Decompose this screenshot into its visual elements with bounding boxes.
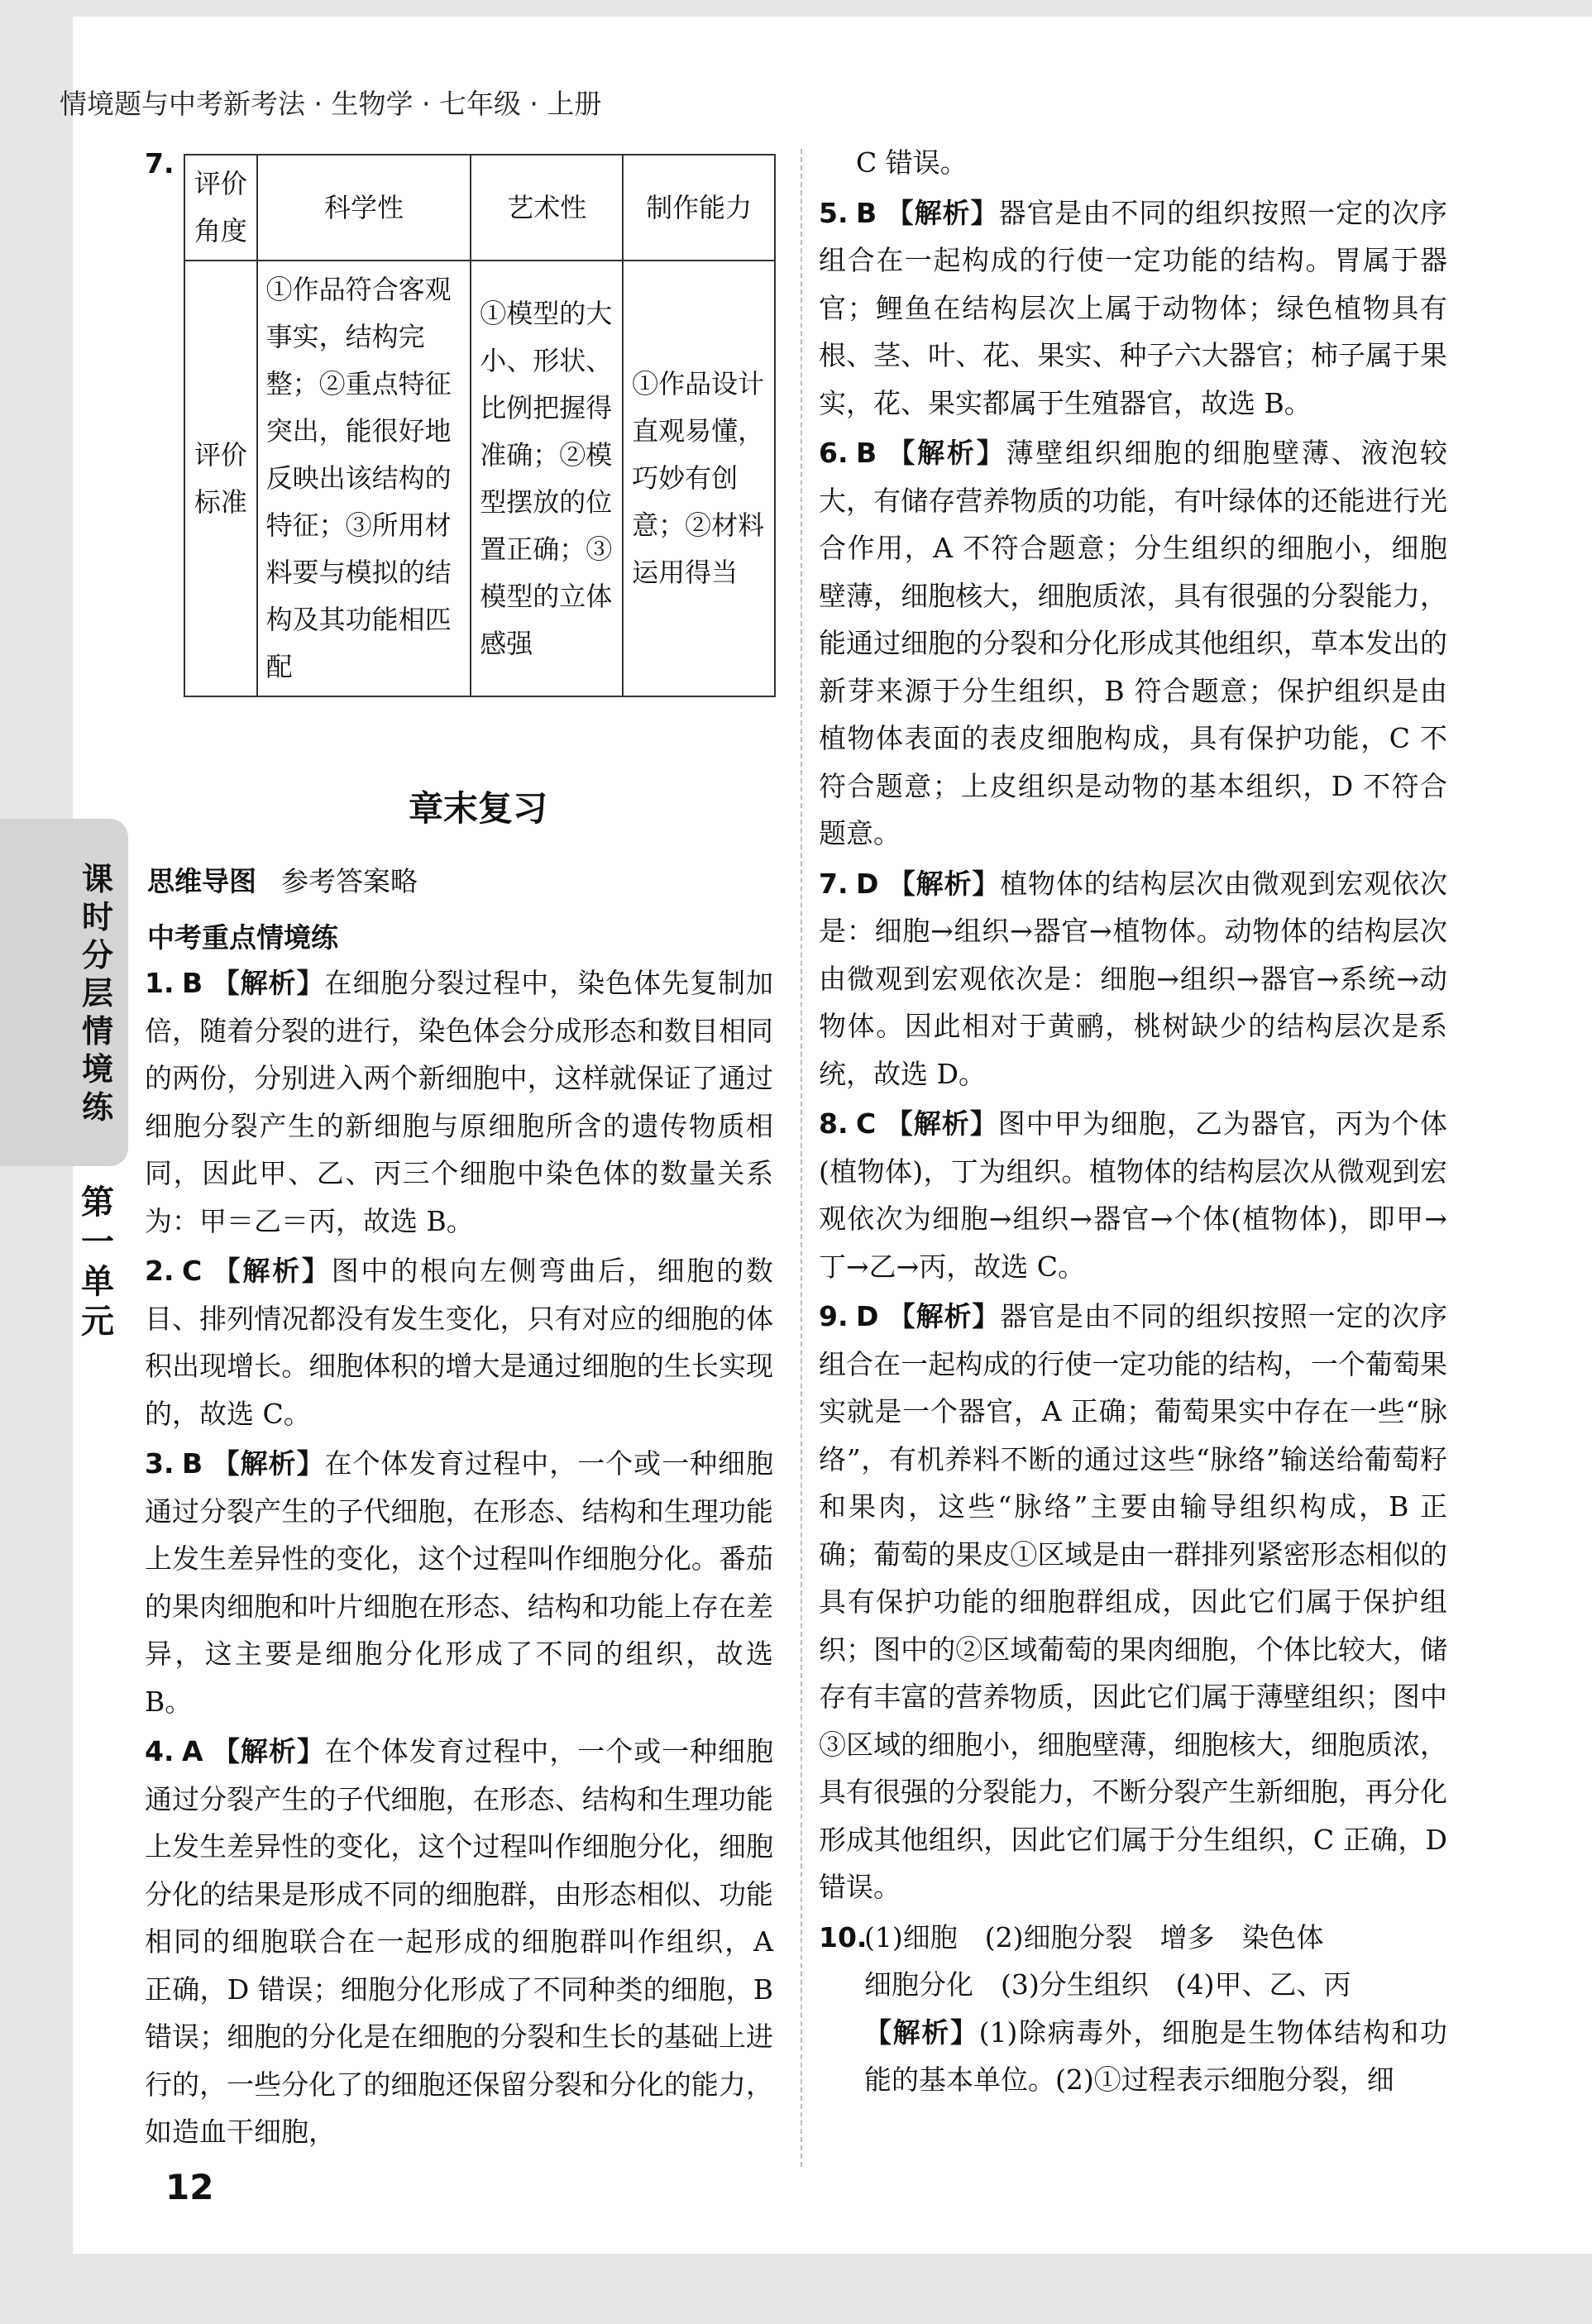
item-number: 8. [819,1107,849,1140]
item-text: 植物体的结构层次由微观到宏观依次是：细胞→组织→器官→植物体。动物体的结构层次由微观到宏观依次是：细胞→组织→器官→系统→动物体。因此相对于黄鹂，桃树缺少的结构层次是系统，故选 D。 [819,867,1448,1090]
answer-item-10 [819,1914,1447,2104]
item-text: 在个体发育过程中，一个或一种细胞通过分裂产生的子代细胞，在形态、结构和生理功能上发生差异性的变化，这个过程叫作细胞分化，细胞分化的结果是形成不同的细胞群，由形态相似、功能相同的细胞联合在一起形成的细胞群叫作组织，A 正确，D 错误；细胞分化形成了不同种类的细胞，B 错误；细胞的分化是在细胞的分裂和生长的基础上进行的，一些分化了的细胞还保留分裂和分化的能力，如造血干细胞， [145,1735,773,2148]
table-header-cell: 制作能力 [623,155,775,261]
running-header: 情境题与中考新考法 · 生物学 · 七年级 · 上册 [60,88,602,120]
item-text: 图中甲为细胞，乙为器官，丙为个体(植物体)，丁为组织。植物体的结构层次从微观到宏观依次为细胞→组织→器官→个体(植物体)，即甲→丁→乙→丙，故选 C。 [819,1107,1448,1283]
answer-item [145,959,773,1245]
chapter-title: 章末复习 [408,788,547,829]
table-row [184,155,775,261]
right-answer-column [819,139,1447,2106]
item-text: 在细胞分裂过程中，染色体先复制加倍，随着分裂的进行，染色体会分成形态和数目相同的两份，分别进入两个新细胞中，这样就保证了通过细胞分裂产生的新细胞与原细胞所含的遗传物质相同，因此甲、乙、丙三个细胞中染色体的数量关系为：甲＝乙＝丙，故选 B。 [145,967,774,1237]
q10-analysis [819,2009,1447,2104]
item-number: 5. [819,196,849,229]
table-header-cell: 艺术性 [471,155,623,261]
item-number: 3. [145,1447,174,1480]
item-text: 在个体发育过程中，一个或一种细胞通过分裂产生的子代细胞，在形态、结构和生理功能上发生差异性的变化，这个过程叫作细胞分化。番茄的果肉细胞和叶片细胞在形态、结构和功能上存在差异，这主要是细胞分化形成了不同的组织，故选 B。 [145,1447,774,1718]
item-number: 10. [819,1920,868,1953]
answer-item [819,860,1447,1098]
item-text: 薄壁组织细胞的细胞壁薄、液泡较大，有储存营养物质的功能，有叶绿体的还能进行光合作用，A 不符合题意；分生组织的细胞小，细胞壁薄，细胞核大，细胞质浓，具有很强的分裂能力，能通过细胞的分裂和分化形成其他组织，草本发出的新芽来源于分生组织，B 符合题意；保护组织是由植物体表面的表皮细胞构成，具有保护功能，C 不符合题意；上皮组织是动物的基本组织，D 不符合题意。 [819,437,1448,849]
table-row-label: 评价标准 [184,261,257,696]
table-cell: ①作品设计直观易懂，巧妙有创意；②材料运用得当 [623,261,775,696]
analysis-tag: 【解析】 [885,1107,998,1140]
item-number: 4. [145,1735,174,1767]
answer-item [145,1728,773,2156]
analysis-tag: 【解析】 [887,1300,1001,1332]
answer-item [819,1100,1447,1290]
item-text: 器官是由不同的组织按照一定的次序组合在一起构成的行使一定功能的结构，一个葡萄果实就是一个器官，A 正确；葡萄果实中存在一些“脉络”，有机养料不断的通过这些“脉络”输送给葡萄籽和果肉，这些“脉络”主要由输导组织构成，B 正确；葡萄的果皮①区域是由一群排列紧密形态相似的具有保护功能的细胞群组成，因此它们属于保护组织；图中的②区域葡萄的果肉细胞，个体比较大，储存有丰富的营养物质，因此它们属于薄壁组织；图中③区域的细胞小，细胞壁薄，细胞核大，细胞质浓，具有很强的分裂能力，不断分裂产生新细胞，再分化形成其他组织，因此它们属于分生组织，C 正确，D 错误。 [819,1300,1448,1903]
analysis-tag: 【解析】 [886,196,999,229]
answer-item [819,189,1447,428]
item-answer: D [856,1300,879,1332]
q10-line1: (1)细胞 (2)细胞分裂 增多 染色体 [864,1920,1324,1953]
item-answer: B [182,967,203,999]
item-answer: B [856,437,877,469]
analysis-tag: 【解析】 [213,1255,332,1287]
continued-text: C 错误。 [856,146,968,179]
answer-item [819,429,1447,858]
answer-item [145,1440,773,1725]
item-answer: B [856,196,877,229]
page-number: 12 [165,2167,214,2207]
table-cell: ①模型的大小、形状、比例把握得准确；②模型摆放的位置正确；③模型的立体感强 [471,261,623,696]
analysis-tag: 【解析】 [887,867,1001,900]
item-number: 6. [819,437,849,469]
analysis-tag: 【解析】 [212,1447,325,1480]
table-cell: ①作品符合客观事实，结构完整；②重点特征突出，能很好地反映出该结构的特征；③所用材料要与模拟的结构及其功能相匹配 [257,261,471,696]
answer-item [819,1293,1447,1911]
item-text: (1)除病毒外，细胞是生物体结构和功能的基本单位。(2)①过程表示细胞分裂，细 [864,2016,1448,2096]
mind-map-label: 思维导图 [147,865,256,897]
item-text: 图中的根向左侧弯曲后，细胞的数目、排列情况都没有发生变化，只有对应的细胞的体积出现增长。细胞体积的增大是通过细胞的生长实现的，故选 C。 [145,1255,773,1430]
item-number: 2. [145,1255,174,1287]
item-number: 1. [145,967,174,999]
item-number: 9. [819,1300,849,1332]
analysis-tag: 【解析】 [864,2016,979,2049]
section-title: 中考重点情境练 [147,921,338,954]
side-tab-unit-label: 第一单元 [81,1184,114,1341]
table-row [184,261,775,696]
item-answer: B [182,1447,203,1480]
table-header-cell: 科学性 [257,155,471,261]
item-answer: D [856,867,879,900]
analysis-tag: 【解析】 [887,437,1006,469]
item-answer: C [856,1107,877,1140]
left-answer-column [145,959,773,2159]
analysis-tag: 【解析】 [212,967,325,999]
column-divider [801,149,802,2167]
question-7-number: 7. [145,147,174,179]
item-answer: C [182,1255,203,1287]
mind-map-text: 参考答案略 [281,865,418,897]
q10-line2: 细胞分化 (3)分生组织 (4)甲、乙、丙 [864,1968,1351,2001]
answer-item [145,1247,773,1437]
item-text: 器官是由不同的组织按照一定的次序组合在一起构成的行使一定功能的结构。胃属于器官；鲤鱼在结构层次上属于动物体；绿色植物具有根、茎、叶、花、果实、种子六大器官；柿子属于果实，花、果实都属于生殖器官，故选 B。 [819,196,1448,419]
item-number: 7. [819,867,849,900]
item-answer: A [182,1735,203,1767]
mind-map-line [147,860,418,899]
evaluation-table [184,154,776,697]
analysis-tag: 【解析】 [212,1735,325,1767]
side-tab-top-label: 课时分层情境练 [81,861,113,1126]
table-corner-cell: 评价角度 [184,155,257,261]
